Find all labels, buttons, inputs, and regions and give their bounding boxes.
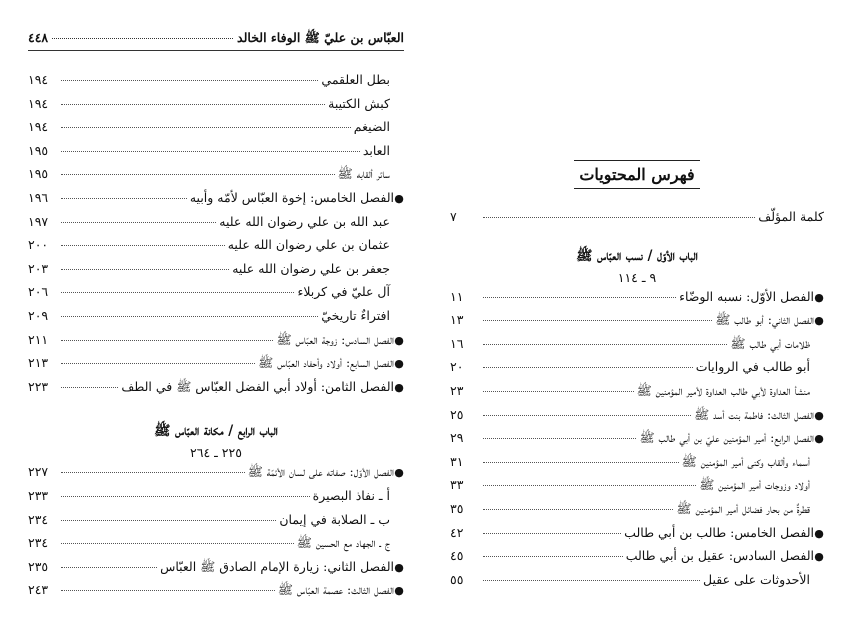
bullet-icon: ● [394, 333, 404, 347]
entry-label: الفصل السادس: عقيل بن أبي طالب [625, 548, 814, 564]
entry-page-number: ١٩٤ [28, 119, 49, 135]
entry-page-number: ١٩٤ [28, 95, 49, 111]
bullet-icon: ● [394, 380, 404, 394]
entry-label: سائر ألقابه ﷺ [337, 166, 390, 182]
entry-label: جعفر بن علي رضوان الله عليه [232, 260, 390, 276]
leader-dots [483, 344, 727, 345]
bullet-icon: ● [814, 432, 824, 446]
leader-dots [61, 151, 360, 152]
leader-dots [61, 316, 318, 317]
leader-dots [483, 533, 621, 534]
entry-label: الفصل الأوّل: صفاته على لسان الأئمّة ﷺ [247, 464, 394, 480]
entry-page-number: ٢٣ [450, 382, 464, 398]
entry-label: قطرةٌ من بحار فضائل أمير المؤمنين ﷺ [676, 500, 810, 516]
leader-dots [483, 462, 679, 463]
toc-chapter-entry [450, 407, 824, 431]
toc-subentry [28, 214, 404, 238]
leader-dots [61, 496, 310, 497]
entry-label: آل عليّ في كربلاء [297, 284, 390, 300]
entry-label: الفصل السابع: أولاد وأحفاد العبّاس ﷺ [258, 355, 394, 371]
entry-label: العابد [362, 142, 390, 158]
leader-dots [61, 520, 276, 521]
leader-dots [483, 556, 623, 557]
toc-title: فهرس المحتويات [579, 165, 695, 184]
entry-page-number: ٢٠٩ [28, 307, 49, 323]
toc-chapter-entry [28, 355, 404, 379]
entry-page-number: ٢٣٣ [28, 487, 49, 503]
toc-list [450, 289, 824, 596]
toc-subentry [450, 454, 824, 478]
bullet-icon: ● [394, 466, 404, 480]
leader-dots [52, 38, 233, 39]
toc-chapter-entry [450, 525, 824, 549]
toc-subentry [28, 284, 404, 308]
toc-subentry [28, 96, 404, 120]
entry-label: الفصل الرابع: أمير المؤمنين عليّ بن أبي طالب ﷺ [639, 430, 814, 446]
leader-dots [61, 543, 294, 544]
entry-page-number: ١٩٤ [28, 72, 49, 87]
entry-label: الضيغم [353, 119, 390, 135]
entry-page-number: ٢٢٣ [28, 378, 49, 394]
entry-page-number: ٣٣ [450, 477, 464, 493]
leader-dots [483, 367, 693, 368]
leader-dots [483, 320, 712, 321]
bullet-icon: ● [814, 526, 824, 540]
leader-dots [483, 391, 634, 392]
entry-label: عبد الله بن علي رضوان الله عليه [219, 213, 390, 229]
entry-page-number: ١٩٥ [28, 166, 49, 182]
toc-subentry [450, 501, 824, 525]
entry-page-number: ٥٥ [450, 571, 464, 587]
entry-page-number: ٢٠٦ [28, 284, 49, 300]
entry-page-number: ٢٤٣ [28, 582, 49, 598]
leader-dots [61, 292, 294, 293]
entry-page-number: ٢٣٥ [28, 558, 49, 574]
toc-chapter-entry [450, 289, 824, 313]
entry-page-number: ٢٣٤ [28, 511, 49, 527]
entry-label: الفصل الأوّل: نسبه الوضّاء [679, 288, 814, 304]
entry-page-number: ٣٥ [450, 500, 464, 516]
entry-label: الفصل الثامن: أولاد أبي الفضل العبّاس ﷺ في الطف [121, 378, 394, 394]
left-page-column [28, 72, 404, 606]
toc-subentry [28, 143, 404, 167]
toc-subentry [450, 359, 824, 383]
leader-dots [61, 80, 318, 81]
entry-page-number: ٤٢ [450, 524, 464, 540]
toc-subentry [28, 535, 404, 559]
toc-subentry [28, 488, 404, 512]
leader-dots [61, 269, 229, 270]
leader-dots [483, 485, 696, 486]
toc-subentry [450, 477, 824, 501]
leader-dots [483, 509, 673, 510]
toc-subentry [450, 572, 824, 596]
leader-dots [61, 174, 335, 175]
title-rule-bottom [574, 188, 700, 189]
entry-label: كلمة المؤلّف [758, 209, 824, 224]
leader-dots [61, 567, 157, 568]
entry-label: أ ـ نفاذ البصيرة [312, 487, 390, 503]
toc-chapter-entry [28, 332, 404, 356]
bullet-icon: ● [814, 550, 824, 564]
entry-page-number: ٣١ [450, 453, 464, 469]
leader-dots [483, 580, 700, 581]
entry-page-number: ٢٠٣ [28, 260, 49, 276]
entry-page-number: ٢٩ [450, 430, 464, 446]
bullet-icon: ● [814, 290, 824, 304]
toc-chapter-entry [28, 464, 404, 488]
entry-label: أولاد وزوجات أمير المؤمنين ﷺ [699, 477, 810, 493]
entry-page-number: ١١ [450, 288, 464, 304]
entry-page-number: ١٦ [450, 335, 464, 351]
entry-label: أبو طالب في الروايات [695, 359, 810, 375]
leader-dots [483, 217, 755, 218]
entry-label: ب ـ الصلابة في إيمان [279, 511, 390, 527]
header-rule [28, 50, 404, 51]
entry-label: الفصل الثالث: فاطمة بنت أسد ﷺ [694, 406, 814, 422]
bullet-icon: ● [394, 357, 404, 371]
entry-page-number: ٢١١ [28, 331, 49, 347]
leader-dots [61, 127, 351, 128]
toc-subentry [450, 336, 824, 360]
section-page-range: ٩ ـ ١١٤ [617, 269, 657, 285]
toc-subentry [28, 308, 404, 332]
leader-dots [61, 387, 118, 388]
toc-chapter-entry [28, 379, 404, 403]
entry-label: الفصل السادس: زوجة العبّاس ﷺ [276, 331, 394, 347]
entry-label: الأحدوثات على عقيل [703, 571, 810, 587]
bullet-icon: ● [814, 408, 824, 422]
leader-dots [61, 590, 275, 591]
leader-dots [483, 438, 636, 439]
bullet-icon: ● [394, 560, 404, 574]
entry-page-number: ٧ [450, 209, 457, 224]
entry-page-number: ٢٠ [450, 359, 464, 375]
entry-page-number: ١٩٧ [28, 213, 49, 229]
toc-chapter-entry [450, 430, 824, 454]
toc-chapter-entry [28, 559, 404, 583]
bullet-icon: ● [394, 584, 404, 598]
leader-dots [61, 104, 325, 105]
section-page-range: ٢٢٥ ـ ٢٦٤ [190, 445, 242, 461]
toc-list-top [28, 72, 404, 402]
entry-page-number: ١٩٥ [28, 142, 49, 158]
entry-page-number: ١٣ [450, 312, 464, 328]
leader-dots [483, 297, 676, 298]
leader-dots [61, 472, 245, 473]
bullet-icon: ● [394, 191, 404, 205]
entry-page-number: ٤٥ [450, 548, 464, 564]
leader-dots [61, 340, 273, 341]
entry-label: بطل العلقمي [321, 72, 390, 87]
entry-label: الفصل الثالث: عصمة العبّاس ﷺ [277, 582, 394, 598]
section-title: الباب الرابع / مكانة العبّاس ﷺ [154, 423, 278, 440]
page-number: ٤٤٨ [28, 30, 49, 45]
bullet-icon: ● [814, 314, 824, 328]
toc-chapter-entry [28, 582, 404, 606]
toc-list-bottom [28, 464, 404, 606]
leader-dots [61, 198, 187, 199]
entry-page-number: ١٩٦ [28, 189, 49, 205]
entry-label: الفصل الخامس: طالب بن أبي طالب [624, 524, 814, 540]
entry-label: الفصل الخامس: إخوة العبّاس لأمّه وأبيه [189, 189, 394, 205]
leader-dots [483, 415, 691, 416]
entry-page-number: ٢٣٤ [28, 535, 49, 551]
running-header [28, 30, 404, 48]
leader-dots [61, 363, 255, 364]
book-title: العبّاس بن عليّ ﷺ الوفاء الخالد [237, 30, 404, 45]
entry-label: ج ـ الجهاد مع الحسين ﷺ [296, 535, 390, 551]
entry-label: ظلامات أبي طالب ﷺ [730, 335, 810, 351]
leader-dots [61, 222, 216, 223]
toc-subentry [450, 209, 824, 233]
toc-chapter-entry [450, 548, 824, 572]
toc-intro [450, 209, 824, 233]
entry-label: الفصل الثاني: أبو طالب ﷺ [715, 312, 814, 328]
toc-subentry [28, 119, 404, 143]
toc-subentry [28, 512, 404, 536]
entry-label: الفصل الثاني: زيارة الإمام الصادق ﷺ العبّاس [160, 558, 394, 574]
entry-page-number: ٢٢٧ [28, 464, 49, 480]
entry-page-number: ٢٠٠ [28, 237, 49, 253]
toc-chapter-entry [450, 312, 824, 336]
entry-page-number: ٢٥ [450, 406, 464, 422]
toc-subentry [28, 261, 404, 285]
toc-subentry [28, 72, 404, 96]
entry-page-number: ٢١٣ [28, 355, 49, 371]
section-title: الباب الأوّل / نسب العبّاس ﷺ [576, 247, 698, 264]
entry-label: منشأ العداوة لأبي طالب العداوة لأمير المؤمنين ﷺ [636, 382, 810, 398]
toc-subentry [28, 166, 404, 190]
entry-label: عثمان بن علي رضوان الله عليه [227, 237, 390, 253]
right-page-column [450, 160, 824, 595]
leader-dots [61, 245, 225, 246]
toc-heading [450, 160, 824, 189]
toc-subentry [28, 237, 404, 261]
entry-label: افتراءٌ تاريخيّ [321, 307, 390, 323]
entry-label: كبش الكتيبة [328, 95, 390, 111]
toc-chapter-entry [28, 190, 404, 214]
entry-label: أسماء وألقاب وكنى أمير المؤمنين ﷺ [681, 453, 810, 469]
toc-subentry [450, 383, 824, 407]
